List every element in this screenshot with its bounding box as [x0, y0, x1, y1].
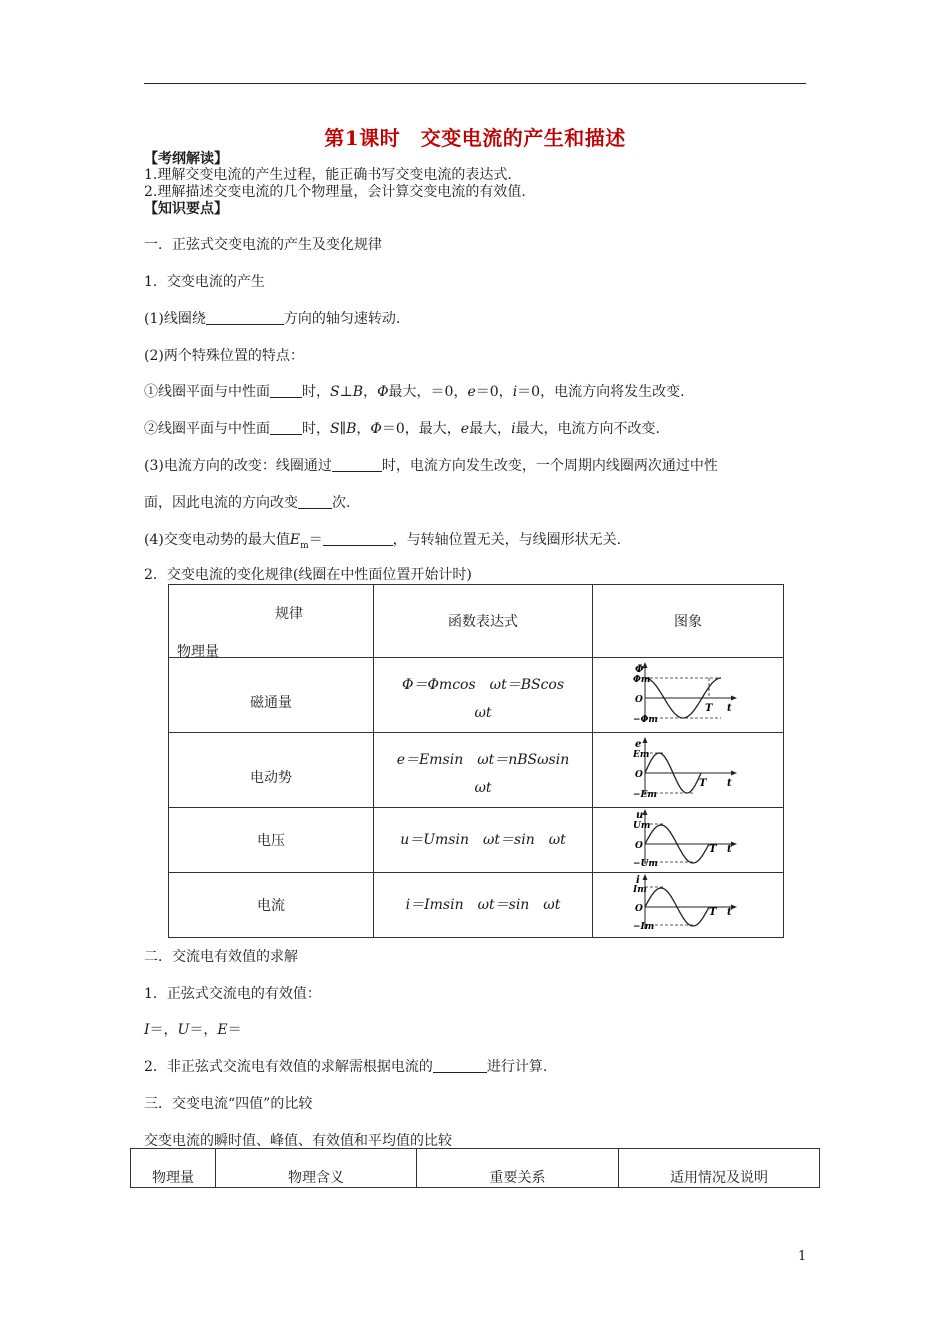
- current-graph: [633, 873, 743, 933]
- p1-item-1-1: (1)线圈绕 方向的轴匀速转动.: [144, 311, 401, 327]
- table-header-cell: 图象: [593, 585, 784, 658]
- graph-cell: [593, 733, 784, 808]
- p1-item-1-4: (4)交变电动势的最大值$E_m=$ ，与转轴位置无关，与线圈形状无关.: [144, 532, 622, 551]
- graph-cell: [593, 658, 784, 733]
- table-header-cell: 函数表达式: [374, 585, 593, 658]
- graph-cell: [593, 808, 784, 873]
- p2-item-1-formula: I＝，U＝，E＝: [144, 1022, 242, 1038]
- section-zhishi: 【知识要点】: [144, 201, 228, 217]
- page-title: 第1课时 交变电流的产生和描述: [324, 126, 626, 150]
- table-row: [169, 808, 784, 873]
- four-values-table: [130, 1148, 820, 1188]
- svg-text:Im: Im: [633, 885, 647, 895]
- formula-cell: i＝Imsin ωt＝sin ωt: [374, 873, 593, 938]
- svg-text:T: T: [699, 778, 707, 789]
- variation-table: [168, 584, 784, 938]
- table-row: [169, 658, 784, 733]
- svg-text:−Em: −Em: [633, 790, 657, 800]
- circle-item-2: ②线圈平面与中性面 时，S∥B，Φ＝0，最大，e最大，i最大，电流方向不改变.: [144, 421, 660, 437]
- emf-graph: [633, 735, 743, 801]
- svg-text:T: T: [705, 703, 713, 714]
- formula-cell: e＝Emsin ωt＝nBSωsin ωt: [374, 733, 593, 808]
- svg-text:t: t: [727, 778, 732, 789]
- header-rule: [144, 83, 806, 84]
- p1-item-1-3-cont: 面，因此电流的方向改变 次.: [144, 495, 351, 511]
- svg-text:O: O: [635, 904, 643, 914]
- fill-blank[interactable]: [270, 383, 302, 398]
- kaogang-item-2: 2.理解描述交变电流的几个物理量，会计算交变电流的有效值.: [144, 184, 526, 200]
- p2-item-2: 2．非正弦式交流电有效值的求解需根据电流的 进行计算.: [144, 1059, 548, 1075]
- svg-text:−Im: −Im: [633, 922, 655, 932]
- p2-item-1: 1．正弦式交流电的有效值：: [144, 986, 321, 1002]
- svg-text:−Φm: −Φm: [633, 715, 658, 725]
- part3-heading: 三．交变电流“四值”的比较: [144, 1096, 313, 1112]
- svg-text:O: O: [635, 841, 643, 851]
- graph-cell: [593, 873, 784, 938]
- table-header-cell: 物理含义: [216, 1149, 417, 1188]
- table-row: [169, 873, 784, 938]
- svg-text:−Um: −Um: [633, 859, 658, 868]
- formula-cell: Φ＝Φmcos ωt＝BScos ωt: [374, 658, 593, 733]
- part2-heading: 二．交流电有效值的求解: [144, 949, 298, 965]
- voltage-graph: [633, 808, 743, 868]
- svg-text:i: i: [636, 875, 640, 886]
- svg-text:Em: Em: [633, 750, 650, 760]
- svg-text:T: T: [709, 844, 717, 855]
- fill-blank[interactable]: [270, 420, 302, 435]
- qty-name: 电压: [169, 808, 374, 873]
- flux-graph: [633, 660, 743, 726]
- circle-item-1: ①线圈平面与中性面 时，S⊥B，Φ最大，＝0，e＝0，i＝0，电流方向将发生改变.: [144, 384, 685, 400]
- svg-text:e: e: [635, 739, 642, 750]
- svg-text:u: u: [636, 810, 644, 821]
- table-header-cell: 规律 物理量: [169, 585, 374, 658]
- svg-text:Um: Um: [633, 821, 651, 831]
- page-number: 1: [798, 1249, 807, 1264]
- fill-blank[interactable]: [433, 1058, 487, 1073]
- p1-item-1-3: (3)电流方向的改变：线圈通过 时，电流方向发生改变，一个周期内线圈两次通过中性: [144, 458, 718, 474]
- p1-item-2: 2．交变电流的变化规律(线圈在中性面位置开始计时): [144, 567, 472, 583]
- formula-cell: u＝Umsin ωt＝sin ωt: [374, 808, 593, 873]
- fill-blank[interactable]: [298, 494, 332, 509]
- part1-heading: 一．正弦式交变电流的产生及变化规律: [144, 237, 382, 253]
- table-header-cell: 适用情况及说明: [619, 1149, 820, 1188]
- qty-name: 电动势: [169, 733, 374, 808]
- svg-text:T: T: [709, 907, 717, 918]
- table2-caption: 交变电流的瞬时值、峰值、有效值和平均值的比较: [144, 1133, 452, 1149]
- svg-text:O: O: [635, 695, 643, 705]
- svg-text:t: t: [727, 907, 732, 918]
- svg-text:O: O: [635, 770, 643, 780]
- p1-item-1-2: (2)两个特殊位置的特点：: [144, 348, 304, 364]
- p1-item-1: 1．交变电流的产生: [144, 274, 265, 290]
- table-row: [131, 1149, 820, 1188]
- svg-text:t: t: [727, 703, 732, 714]
- table-row: [169, 733, 784, 808]
- svg-text:Φ: Φ: [635, 664, 644, 675]
- fill-blank[interactable]: [206, 310, 284, 325]
- table-header-cell: 重要关系: [417, 1149, 619, 1188]
- fill-blank[interactable]: [332, 457, 382, 472]
- qty-name: 磁通量: [169, 658, 374, 733]
- kaogang-item-1: 1.理解交变电流的产生过程，能正确书写交变电流的表达式.: [144, 167, 512, 183]
- section-kaogang: 【考纲解读】: [144, 151, 228, 167]
- svg-text:t: t: [727, 844, 732, 855]
- fill-blank[interactable]: [323, 531, 393, 546]
- table-header-cell: 物理量: [131, 1149, 216, 1188]
- qty-name: 电流: [169, 873, 374, 938]
- svg-text:Φm: Φm: [633, 675, 651, 685]
